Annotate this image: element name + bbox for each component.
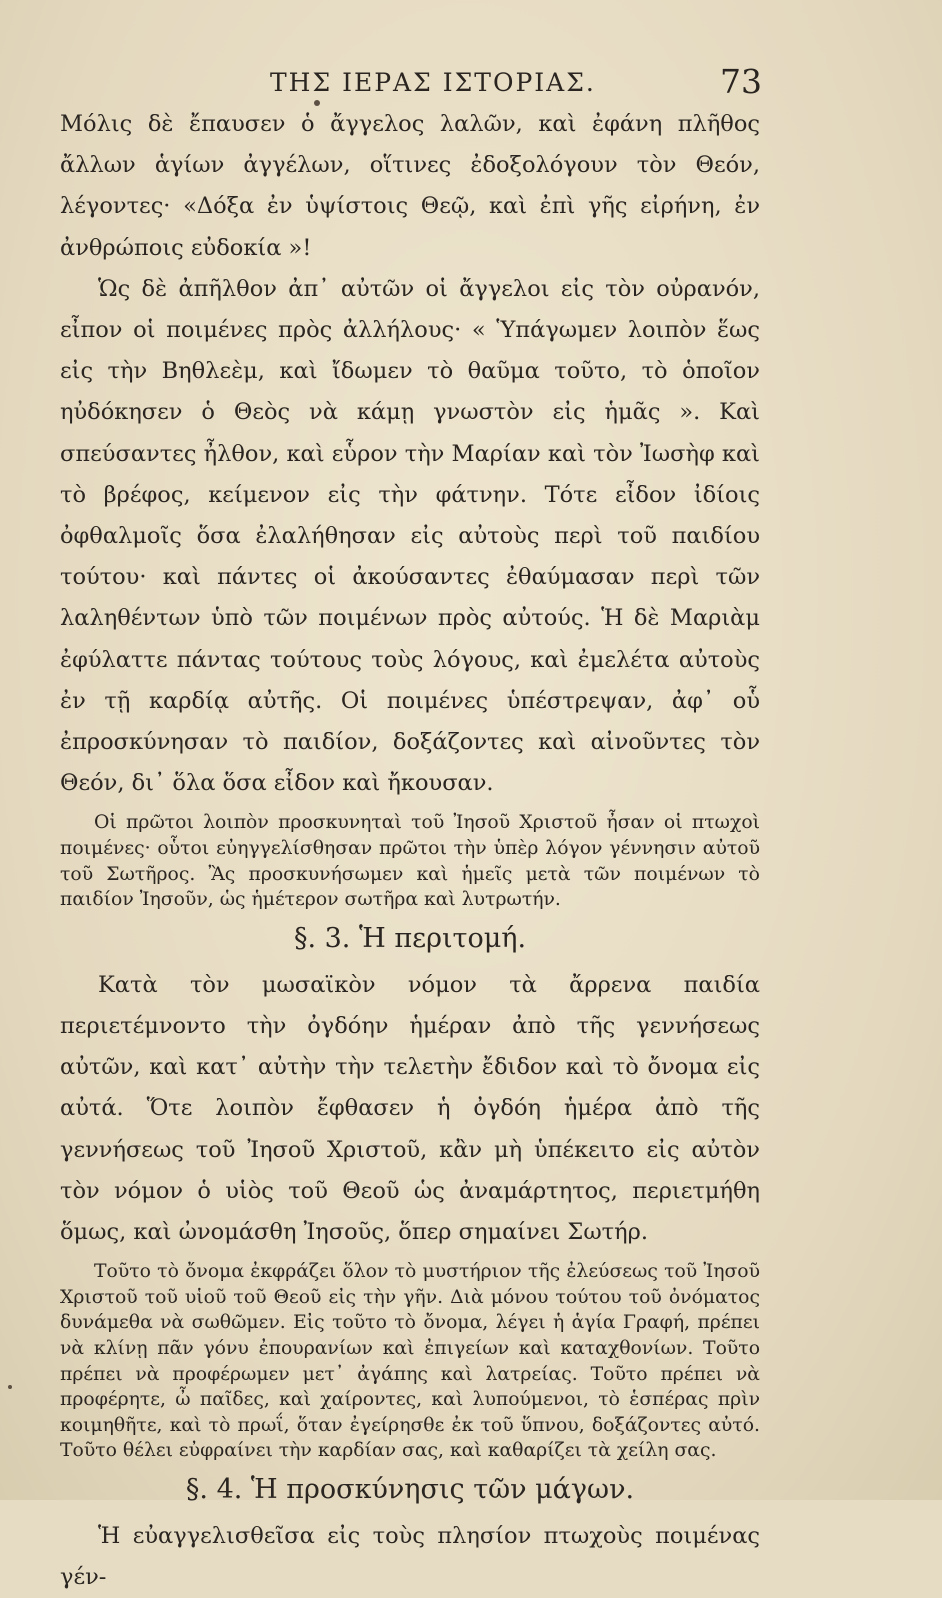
paragraph-magi: Ἡ εὐαγγελισθεῖσα εἰς τοὺς πλησίον πτωχοὺς ποιμένας γέν- (60, 1523, 760, 1591)
page-header (80, 62, 760, 106)
section-4-heading: §. 4. Ἡ προσκύνησις τῶν μάγων. (185, 1474, 635, 1505)
footnote-name-jesus: Τοῦτο τὸ ὄνομα ἐκφράζει ὅλον τὸ μυστήριον τῆς ἐλεύσεως τοῦ Ἰησοῦ Χριστοῦ τοῦ υἱοῦ τοῦ Θεοῦ εἰς τὴν γῆν. Διὰ μόνου τούτου τοῦ ὀνόματος δυνάμεθα νὰ σωθῶμεν. Εἰς τοῦτο τὸ ὄνομα, λέγει ἡ ἁγία Γραφή, πρέπει νὰ κλίνῃ πᾶν γόνυ ἐπουρανίων καὶ ἐπιγείων καὶ καταχθονίων. Τοῦτο πρέπει νὰ προφέρωμεν μετ᾽ ἀγάπης καὶ λατρείας. Τοῦτο πρέπει νὰ προφέρητε, ὦ παῖδες, καὶ χαίροντες, καὶ λυπούμενοι, τὸ ἑσπέρας πρὶν κοιμηθῆτε, καὶ τὸ πρωΐ, ὅταν ἐγείρησθε ἐκ τοῦ ὕπνου, δοξάζοντες αὐτό. Τοῦτο θέλει εὐφραίνει τὴν καρδίαν σας, καὶ καθαρίζει τὰ χείλη σας. (60, 1261, 760, 1462)
running-title: ΤΗΣ ΙΕΡΑΣ ΙΣΤΟΡΙΑΣ. (270, 68, 596, 97)
page-number: 73 (720, 62, 762, 101)
paragraph-circumcision: Κατὰ τὸν μωσαϊκὸν νόμον τὰ ἄρρενα παιδία περιετέμνοντο τὴν ὀγδόην ἡμέραν ἀπὸ τῆς γεννήσεως αὐτῶν, καὶ κατ᾽ αὐτὴν τὴν τελετὴν ἔδιδον καὶ τὸ ὄνομα εἰς αὐτά. Ὅτε λοιπὸν ἔφθασεν ἡ ὀγδόη ἡμέρα ἀπὸ τῆς γεννήσεως τοῦ Ἰησοῦ Χριστοῦ, κἂν μὴ ὑπέκειτο εἰς αὐτὸν τὸν νόμον ὁ υἱὸς τοῦ Θεοῦ ὡς ἀναμάρτητος, περιετμήθη ὅμως, καὶ ὠνομάσθη Ἰησοῦς, ὅπερ σημαίνει Σωτήρ. (60, 971, 760, 1246)
footnote-shepherds: Οἱ πρῶτοι λοιπὸν προσκυνηταὶ τοῦ Ἰησοῦ Χριστοῦ ἦσαν οἱ πτωχοὶ ποιμένες· οὗτοι εὐηγγελίσθησαν πρῶτοι τὴν ὑπὲρ λόγον γέννησιν αὐτοῦ τοῦ Σωτῆρος. Ἂς προσκυνήσωμεν καὶ ἡμεῖς μετὰ τῶν ποιμένων τὸ παιδίον Ἰησοῦν, ὡς ἡμέτερον σωτῆρα καὶ λυτρωτήν. (60, 812, 760, 911)
section-3-heading: §. 3. Ἡ περιτομή. (293, 922, 527, 954)
paragraph-angels: Μόλις δὲ ἔπαυσεν ὁ ἄγγελος λαλῶν, καὶ ἐφάνη πλῆθος ἄλλων ἁγίων ἀγγέλων, οἵτινες ἐδοξολόγουν τὸν Θεόν, λέγοντες· «Δόξα ἐν ὑψίστοις Θεῷ, καὶ ἐπὶ γῆς εἰρήνη, ἐν ἀνθρώποις εὐδοκία »! (60, 111, 760, 261)
ink-speck (8, 1385, 12, 1389)
page-body (60, 104, 760, 1598)
paragraph-shepherds: Ὡς δὲ ἀπῆλθον ἀπ᾽ αὐτῶν οἱ ἄγγελοι εἰς τὸν οὐρανόν, εἶπον οἱ ποιμένες πρὸς ἀλλήλους· « Ὑπάγωμεν λοιπὸν ἕως εἰς τὴν Βηθλεὲμ, καὶ ἴδωμεν τὸ θαῦμα τοῦτο, τὸ ὁποῖον ηὐδόκησεν ὁ Θεὸς νὰ κάμῃ γνωστὸν εἰς ἡμᾶς ». Καὶ σπεύσαντες ἦλθον, καὶ εὗρον τὴν Μαρίαν καὶ τὸν Ἰωσὴφ καὶ τὸ βρέφος, κείμενον εἰς τὴν φάτνην. Τότε εἶδον ἰδίοις ὀφθαλμοῖς ὅσα ἐλαλήθησαν εἰς αὐτοὺς περὶ τοῦ παιδίου τούτου· καὶ πάντες οἱ ἀκούσαντες ἐθαύμασαν περὶ τῶν λαληθέντων ὑπὸ τῶν ποιμένων πρὸς αὐτούς. Ἡ δὲ Μαριὰμ ἐφύλαττε πάντας τούτους τοὺς λόγους, καὶ ἐμελέτα αὐτοὺς ἐν τῇ καρδίᾳ αὐτῆς. Οἱ ποιμένες ὑπέστρεψαν, ἀφ᾽ οὗ ἐπροσκύνησαν τὸ παιδίον, δοξάζοντες καὶ αἰνοῦντες τὸν Θεόν, δι᾽ ὅλα ὅσα εἶδον καὶ ἤκουσαν. (60, 275, 760, 797)
